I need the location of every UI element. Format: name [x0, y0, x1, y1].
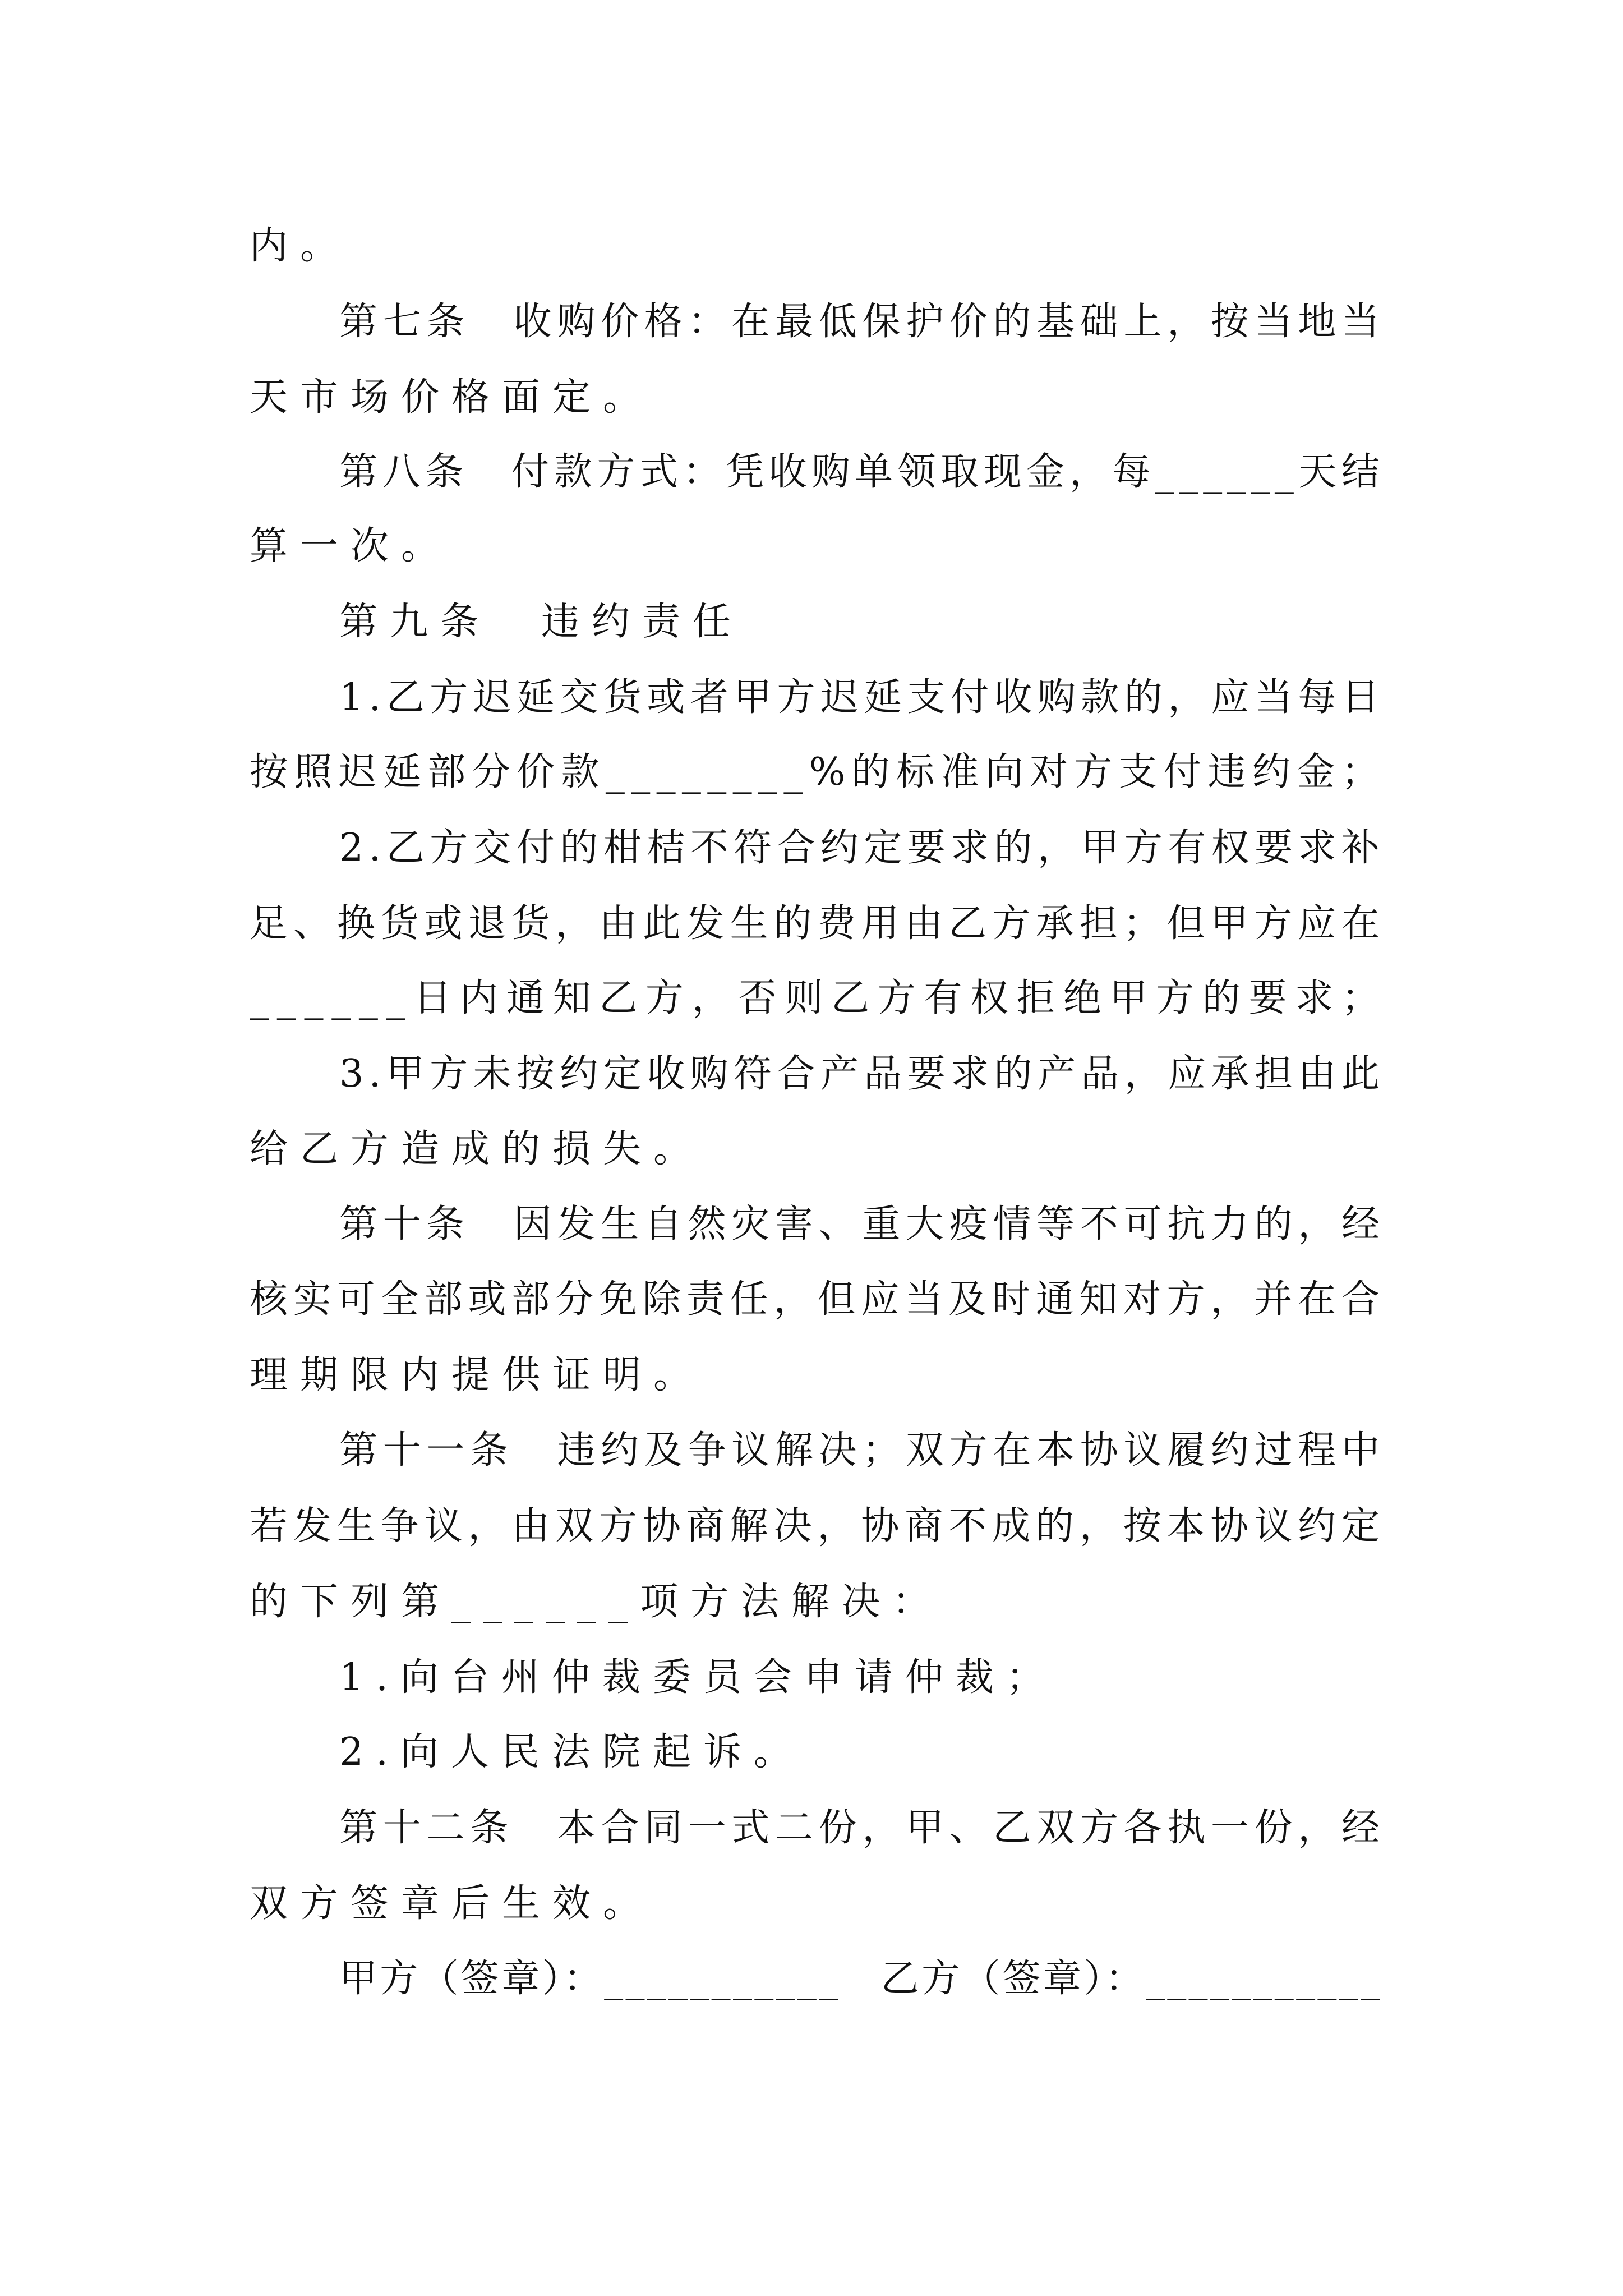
article-8-heading: 第八条 付款方式：凭收购单领取现金，每______天结 — [339, 450, 1385, 494]
text-line: 按照迟延部分价款________%的标准向对方支付违约金； — [250, 750, 1386, 794]
article-10-heading: 第十条 因发生自然灾害、重大疫情等不可抗力的，经 — [339, 1202, 1385, 1246]
text-line: ______日内通知乙方，否则乙方有权拒绝甲方的要求； — [250, 976, 1388, 1020]
clause-item: 2.向人民法院起诉。 — [339, 1730, 804, 1774]
article-7-heading: 第七条 收购价格：在最低保护价的基础上，按当地当 — [339, 300, 1385, 344]
article-12-heading: 第十二条 本合同一式二份，甲、乙双方各执一份，经 — [339, 1806, 1385, 1850]
text-line: 双方签章后生效。 — [250, 1881, 654, 1926]
clause-item: 2.乙方交付的柑桔不符合约定要求的，甲方有权要求补 — [339, 826, 1385, 870]
text-line: 足、换货或退货，由此发生的费用由乙方承担；但甲方应在 — [250, 901, 1385, 946]
text-line: 内。 — [250, 224, 351, 268]
signature-line: 甲方（签章）：___________ 乙方（签章）：___________ — [339, 1957, 1382, 2001]
article-9-heading: 第九条 违约责任 — [339, 600, 744, 644]
text-line: 核实可全部或部分免除责任，但应当及时通知对方，并在合 — [250, 1277, 1385, 1322]
clause-item: 1.向台州仲裁委员会申请仲裁； — [339, 1655, 1057, 1700]
text-line: 若发生争议，由双方协商解决，协商不成的，按本协议约定 — [250, 1504, 1385, 1548]
text-line: 天市场价格面定。 — [250, 375, 654, 420]
clause-item: 1.乙方迟延交货或者甲方迟延支付收购款的，应当每日 — [339, 675, 1385, 720]
clause-item: 3.甲方未按约定收购符合产品要求的产品，应承担由此 — [339, 1052, 1385, 1096]
text-line: 的下列第______项方法解决： — [250, 1580, 943, 1624]
text-line: 算一次。 — [250, 524, 452, 568]
text-line: 给乙方造成的损失。 — [250, 1127, 704, 1171]
article-11-heading: 第十一条 违约及争议解决；双方在本协议履约过程中 — [339, 1428, 1385, 1473]
text-line: 理期限内提供证明。 — [250, 1353, 704, 1397]
